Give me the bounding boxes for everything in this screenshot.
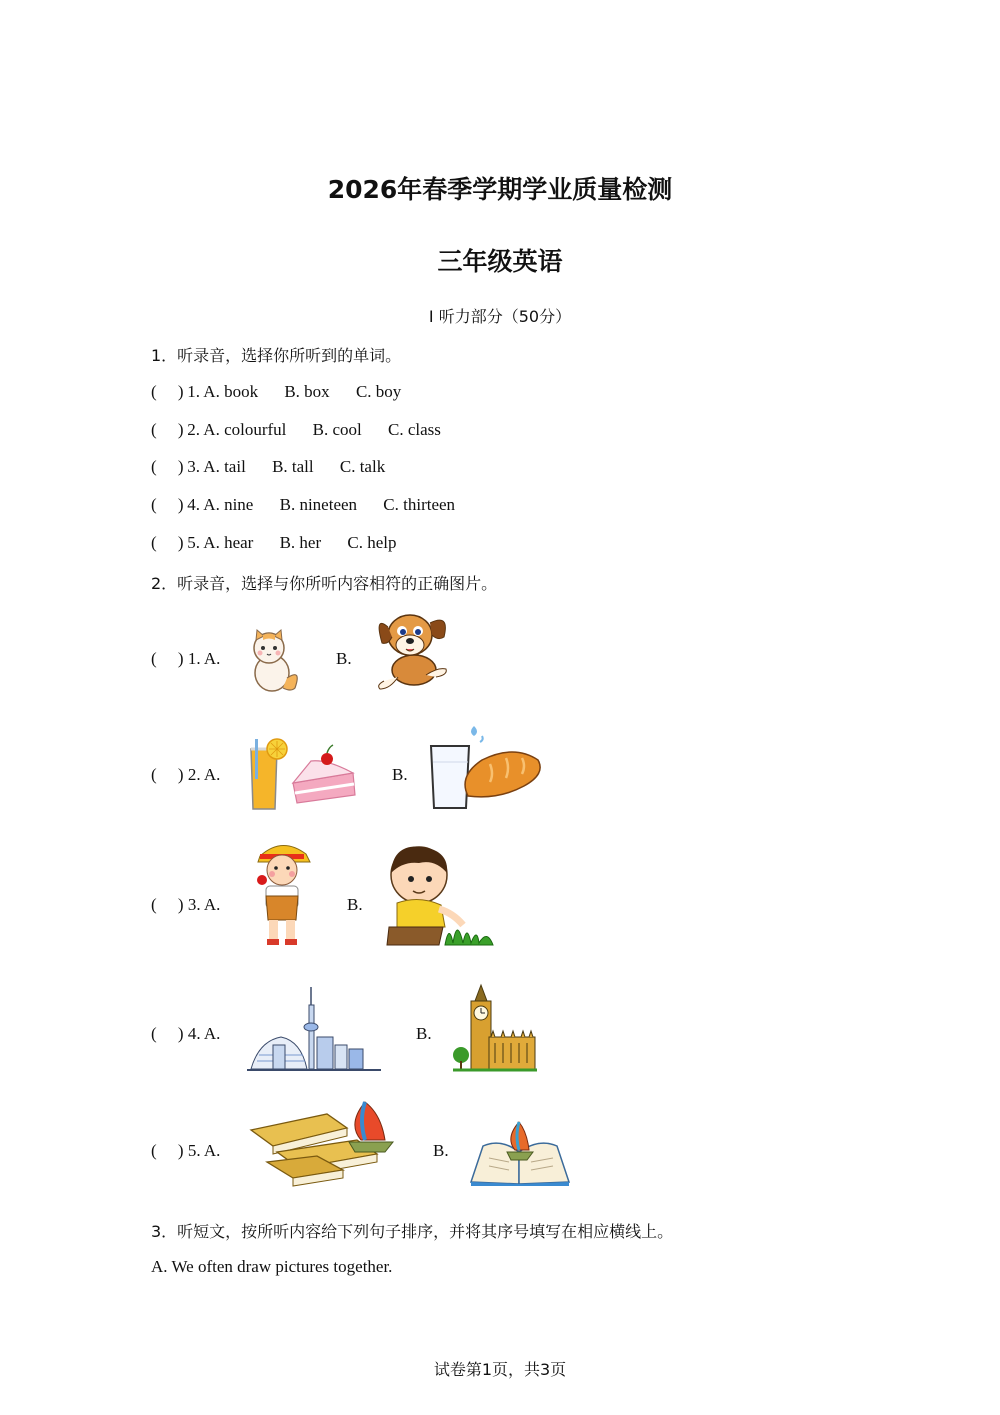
boy-touching-grass-icon[interactable]: [383, 843, 498, 948]
option-c: C. help: [347, 533, 397, 552]
option-c: C. class: [388, 420, 441, 439]
page-footer: 试卷第1页，共3页: [433, 1360, 567, 1379]
option-b-label: B.: [433, 1141, 449, 1160]
option-b-label: B.: [347, 895, 363, 914]
option-b: B. cool: [312, 420, 362, 439]
page-title: 2026年春季学期学业质量检测: [327, 175, 673, 204]
option-b-label: B.: [392, 765, 408, 784]
q2-item-5-label: [151, 1141, 220, 1161]
answer-paren[interactable]: ( ): [151, 420, 184, 439]
answer-paren[interactable]: ( ): [151, 457, 184, 476]
q2-item-3-label: [151, 895, 220, 915]
q3-sentence-a: A. We often draw pictures together.: [151, 1257, 393, 1276]
q1-instruction: 1．听录音，选择你所听到的单词。: [151, 346, 402, 365]
option-b: B. her: [279, 533, 322, 552]
answer-paren[interactable]: ( ): [151, 382, 184, 401]
boy-eating-icon[interactable]: [252, 840, 312, 948]
option-a: 1. A. book: [187, 382, 259, 401]
option-a-label: 4. A.: [187, 1024, 221, 1043]
answer-paren[interactable]: ( ): [151, 1024, 184, 1043]
option-a-label: 2. A.: [187, 765, 221, 784]
option-a: 5. A. hear: [187, 533, 254, 552]
big-ben-icon[interactable]: [451, 983, 537, 1073]
books-and-boat-icon[interactable]: [247, 1100, 399, 1188]
option-a: 4. A. nine: [187, 495, 254, 514]
answer-paren[interactable]: ( ): [151, 495, 184, 514]
q2-item-4-label: [151, 1024, 220, 1044]
cat-icon[interactable]: [247, 628, 302, 693]
option-a: 2. A. colourful: [187, 420, 287, 439]
section-heading: Ⅰ 听力部分（50分）: [428, 307, 572, 326]
option-b: B. tall: [272, 457, 314, 476]
answer-paren[interactable]: ( ): [151, 1141, 184, 1160]
q2-item-1-label: [151, 649, 220, 669]
answer-paren[interactable]: ( ): [151, 895, 184, 914]
option-c: C. talk: [339, 457, 386, 476]
option-b: B. box: [284, 382, 330, 401]
option-b: B. nineteen: [279, 495, 358, 514]
q1-item-1: [151, 382, 401, 402]
dog-icon[interactable]: [372, 605, 452, 695]
option-a: 3. A. tail: [187, 457, 246, 476]
answer-paren[interactable]: ( ): [151, 533, 184, 552]
page-subtitle: 三年级英语: [437, 247, 563, 276]
q1-item-5: [151, 533, 397, 553]
toronto-skyline-icon[interactable]: [247, 985, 382, 1073]
open-book-boat-icon[interactable]: [469, 1118, 571, 1188]
q2-item-2-label: [151, 765, 220, 785]
option-a-label: 5. A.: [187, 1141, 221, 1160]
answer-paren[interactable]: ( ): [151, 649, 184, 668]
milk-and-bread-icon[interactable]: [428, 722, 544, 814]
option-c: C. boy: [355, 382, 402, 401]
option-b-label: B.: [336, 649, 352, 668]
juice-and-cake-icon[interactable]: [247, 737, 359, 813]
q2-instruction: 2．听录音，选择与你所听内容相符的正确图片。: [151, 574, 498, 593]
option-a-label: 3. A.: [187, 895, 221, 914]
option-a-label: 1. A.: [187, 649, 221, 668]
q1-item-2: [151, 420, 441, 440]
q1-item-3: [151, 457, 385, 477]
q3-instruction: 3．听短文，按所听内容给下列句子排序，并将其序号填写在相应横线上。: [151, 1222, 674, 1241]
option-b-label: B.: [416, 1024, 432, 1043]
q1-item-4: [151, 495, 455, 515]
option-c: C. thirteen: [383, 495, 456, 514]
answer-paren[interactable]: ( ): [151, 765, 184, 784]
